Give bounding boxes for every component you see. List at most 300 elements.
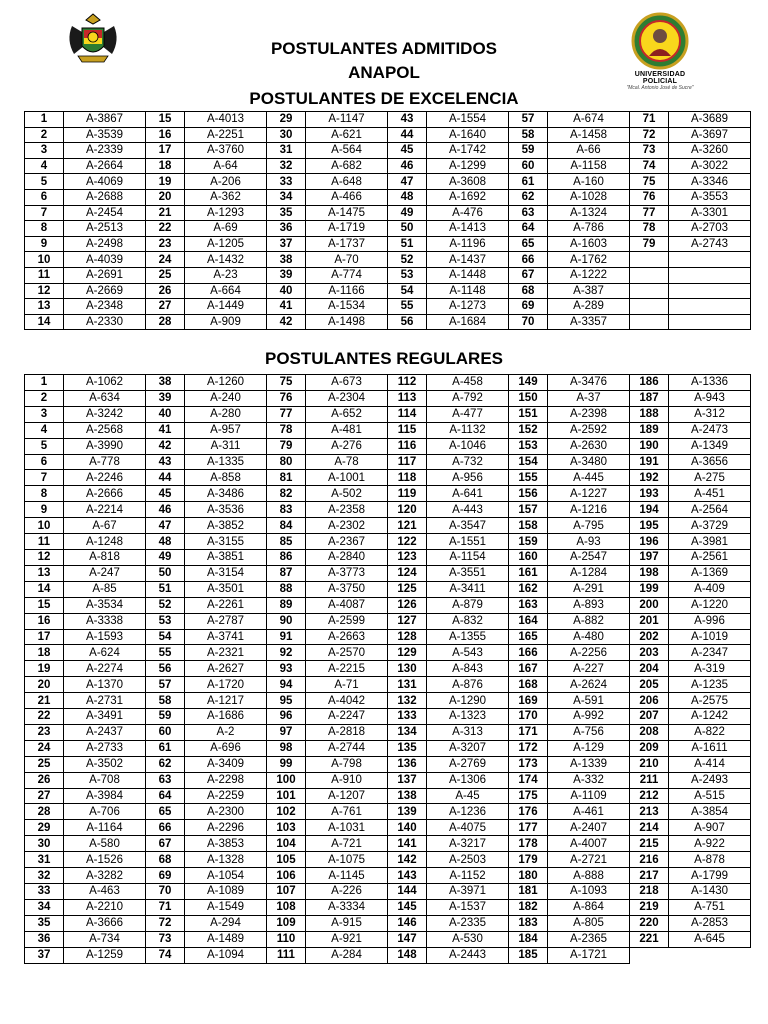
applicant-code: A-2733: [64, 740, 146, 756]
applicant-code: A-1328: [185, 852, 267, 868]
applicant-code: A-1449: [185, 299, 267, 315]
applicant-code: A-476: [427, 205, 509, 221]
table-row: [25, 581, 751, 597]
applicant-code: A-2347: [669, 645, 751, 661]
applicant-code: A-1720: [185, 677, 267, 693]
row-number: 48: [146, 534, 185, 550]
row-number: 210: [630, 756, 669, 772]
applicant-code: A-761: [306, 804, 388, 820]
row-number: 42: [267, 314, 306, 330]
university-name: UNIVERSIDAD POLICIAL: [634, 71, 686, 85]
applicant-code: A-3697: [669, 127, 751, 143]
applicant-code: A-3282: [64, 868, 146, 884]
row-number: 66: [146, 820, 185, 836]
row-number: 144: [388, 884, 427, 900]
applicant-code: A-2358: [306, 502, 388, 518]
applicant-code: A-443: [427, 502, 509, 518]
applicant-code: A-2703: [669, 221, 751, 237]
applicant-code: A-481: [306, 422, 388, 438]
university-logo: [624, 12, 696, 92]
row-number: 17: [146, 143, 185, 159]
applicant-code: A-463: [64, 884, 146, 900]
row-number: 70: [509, 314, 548, 330]
row-number: 2: [25, 390, 64, 406]
applicant-code: A-387: [548, 283, 630, 299]
table-row: [25, 314, 751, 330]
row-number: 55: [146, 645, 185, 661]
applicant-code: A-502: [306, 486, 388, 502]
row-number: 178: [509, 836, 548, 852]
row-number: 147: [388, 931, 427, 947]
applicant-code: A-1692: [427, 189, 509, 205]
table-row: [25, 438, 751, 454]
applicant-code: A-3338: [64, 613, 146, 629]
row-number: 101: [267, 788, 306, 804]
row-number: 11: [25, 267, 64, 283]
row-number: 124: [388, 565, 427, 581]
row-number: 58: [509, 127, 548, 143]
row-number: 136: [388, 756, 427, 772]
row-number: 35: [267, 205, 306, 221]
applicant-code: A-206: [185, 174, 267, 190]
row-number: 89: [267, 597, 306, 613]
applicant-code: A-3539: [64, 127, 146, 143]
applicant-code: A-1166: [306, 283, 388, 299]
row-number: 201: [630, 613, 669, 629]
row-number: 133: [388, 709, 427, 725]
applicant-code: A-276: [306, 438, 388, 454]
row-number: 34: [267, 189, 306, 205]
row-number: 122: [388, 534, 427, 550]
applicant-code: A-624: [64, 645, 146, 661]
applicant-code: A-247: [64, 565, 146, 581]
applicant-code: A-798: [306, 756, 388, 772]
applicant-code: A-818: [64, 549, 146, 565]
applicant-code: A-591: [548, 693, 630, 709]
row-number: 164: [509, 613, 548, 629]
empty-cell: [669, 299, 751, 315]
applicant-code: A-1551: [427, 534, 509, 550]
applicant-code: A-3217: [427, 836, 509, 852]
applicant-code: A-2259: [185, 788, 267, 804]
row-number: 4: [25, 158, 64, 174]
row-number: 70: [146, 884, 185, 900]
row-number: 146: [388, 915, 427, 931]
applicant-code: A-1324: [548, 205, 630, 221]
applicant-code: A-3502: [64, 756, 146, 772]
row-number: 38: [146, 375, 185, 391]
row-number: 37: [267, 236, 306, 252]
applicant-code: A-1432: [185, 252, 267, 268]
applicant-code: A-3155: [185, 534, 267, 550]
table-row: [25, 375, 751, 391]
table-row: [25, 422, 751, 438]
applicant-code: A-2335: [427, 915, 509, 931]
row-number: 186: [630, 375, 669, 391]
applicant-code: A-1093: [548, 884, 630, 900]
applicant-code: A-634: [64, 390, 146, 406]
row-number: 57: [509, 112, 548, 128]
row-number: 26: [25, 772, 64, 788]
row-number: 183: [509, 915, 548, 931]
applicant-code: A-64: [185, 158, 267, 174]
row-number: 100: [267, 772, 306, 788]
row-number: 47: [146, 518, 185, 534]
row-number: 59: [509, 143, 548, 159]
row-number: 155: [509, 470, 548, 486]
row-number: 16: [146, 127, 185, 143]
row-number: 193: [630, 486, 669, 502]
row-number: 6: [25, 189, 64, 205]
row-number: 191: [630, 454, 669, 470]
row-number: 27: [25, 788, 64, 804]
applicant-code: A-3854: [669, 804, 751, 820]
row-number: 26: [146, 283, 185, 299]
applicant-code: A-1475: [306, 205, 388, 221]
applicant-code: A-3022: [669, 158, 751, 174]
row-number: 36: [25, 931, 64, 947]
row-number: 33: [25, 884, 64, 900]
applicant-code: A-66: [548, 143, 630, 159]
excellence-table: [24, 111, 751, 330]
row-number: 74: [630, 158, 669, 174]
row-number: 131: [388, 677, 427, 693]
row-number: 49: [388, 205, 427, 221]
applicant-code: A-888: [548, 868, 630, 884]
table-row: [25, 645, 751, 661]
row-number: 134: [388, 724, 427, 740]
row-number: 68: [509, 283, 548, 299]
row-number: 1: [25, 375, 64, 391]
applicant-code: A-2274: [64, 661, 146, 677]
table-row: [25, 518, 751, 534]
applicant-code: A-943: [669, 390, 751, 406]
applicant-code: A-3334: [306, 899, 388, 915]
row-number: 103: [267, 820, 306, 836]
row-number: 209: [630, 740, 669, 756]
row-number: 139: [388, 804, 427, 820]
applicant-code: A-3480: [548, 454, 630, 470]
table-row: [25, 470, 751, 486]
applicant-code: A-1593: [64, 629, 146, 645]
row-number: 32: [25, 868, 64, 884]
applicant-code: A-3501: [185, 581, 267, 597]
applicant-code: A-67: [64, 518, 146, 534]
applicant-code: A-1075: [306, 852, 388, 868]
row-number: 215: [630, 836, 669, 852]
applicant-code: A-2818: [306, 724, 388, 740]
applicant-code: A-313: [427, 724, 509, 740]
applicant-code: A-2304: [306, 390, 388, 406]
table-row: [25, 205, 751, 221]
table-row: [25, 931, 751, 947]
empty-cell: [630, 283, 669, 299]
row-number: 123: [388, 549, 427, 565]
applicant-code: A-70: [306, 252, 388, 268]
applicant-code: A-1293: [185, 205, 267, 221]
applicant-code: A-1323: [427, 709, 509, 725]
applicant-code: A-795: [548, 518, 630, 534]
row-number: 143: [388, 868, 427, 884]
table-row: [25, 406, 751, 422]
applicant-code: A-294: [185, 915, 267, 931]
applicant-code: A-311: [185, 438, 267, 454]
applicant-code: A-1164: [64, 820, 146, 836]
row-number: 77: [267, 406, 306, 422]
applicant-code: A-786: [548, 221, 630, 237]
row-number: 29: [25, 820, 64, 836]
applicant-code: A-1109: [548, 788, 630, 804]
table-row: [25, 629, 751, 645]
row-number: 93: [267, 661, 306, 677]
row-number: 35: [25, 915, 64, 931]
applicant-code: A-2787: [185, 613, 267, 629]
row-number: 14: [25, 581, 64, 597]
applicant-code: A-1448: [427, 267, 509, 283]
applicant-code: A-227: [548, 661, 630, 677]
applicant-code: A-621: [306, 127, 388, 143]
applicant-code: A-956: [427, 470, 509, 486]
applicant-code: A-93: [548, 534, 630, 550]
row-number: 83: [267, 502, 306, 518]
row-number: 91: [267, 629, 306, 645]
row-number: 197: [630, 549, 669, 565]
row-number: 55: [388, 299, 427, 315]
empty-cell: [630, 947, 669, 963]
applicant-code: A-2296: [185, 820, 267, 836]
page-title: POSTULANTES ADMITIDOS: [270, 39, 498, 58]
table-row: [25, 127, 751, 143]
applicant-code: A-3553: [669, 189, 751, 205]
row-number: 116: [388, 438, 427, 454]
applicant-code: A-1158: [548, 158, 630, 174]
applicant-code: A-756: [548, 724, 630, 740]
applicant-code: A-3729: [669, 518, 751, 534]
row-number: 44: [388, 127, 427, 143]
row-number: 30: [25, 836, 64, 852]
row-number: 28: [25, 804, 64, 820]
row-number: 176: [509, 804, 548, 820]
row-number: 169: [509, 693, 548, 709]
row-number: 121: [388, 518, 427, 534]
applicant-code: A-3981: [669, 534, 751, 550]
row-number: 38: [267, 252, 306, 268]
row-number: 73: [146, 931, 185, 947]
row-number: 140: [388, 820, 427, 836]
applicant-code: A-4087: [306, 597, 388, 613]
applicant-code: A-284: [306, 947, 388, 963]
applicant-code: A-2664: [64, 158, 146, 174]
applicant-code: A-3411: [427, 581, 509, 597]
applicant-code: A-4075: [427, 820, 509, 836]
applicant-code: A-3750: [306, 581, 388, 597]
row-number: 62: [146, 756, 185, 772]
applicant-code: A-129: [548, 740, 630, 756]
applicant-code: A-3536: [185, 502, 267, 518]
applicant-code: A-564: [306, 143, 388, 159]
row-number: 167: [509, 661, 548, 677]
applicant-code: A-1216: [548, 502, 630, 518]
row-number: 192: [630, 470, 669, 486]
applicant-code: A-1339: [548, 756, 630, 772]
applicant-code: A-882: [548, 613, 630, 629]
row-number: 8: [25, 486, 64, 502]
row-number: 22: [146, 221, 185, 237]
applicant-code: A-1273: [427, 299, 509, 315]
applicant-code: A-706: [64, 804, 146, 820]
row-number: 61: [146, 740, 185, 756]
table-row: [25, 899, 751, 915]
applicant-code: A-1799: [669, 868, 751, 884]
applicant-code: A-3301: [669, 205, 751, 221]
university-motto: "Mcal. Antonio José de Sucre": [626, 85, 694, 91]
row-number: 189: [630, 422, 669, 438]
row-number: 107: [267, 884, 306, 900]
applicant-code: A-2743: [669, 236, 751, 252]
applicant-code: A-1762: [548, 252, 630, 268]
row-number: 149: [509, 375, 548, 391]
row-number: 2: [25, 127, 64, 143]
row-number: 4: [25, 422, 64, 438]
applicant-code: A-2407: [548, 820, 630, 836]
empty-cell: [630, 267, 669, 283]
applicant-code: A-2769: [427, 756, 509, 772]
applicant-code: A-2570: [306, 645, 388, 661]
row-number: 45: [388, 143, 427, 159]
applicant-code: A-1537: [427, 899, 509, 915]
row-number: 14: [25, 314, 64, 330]
row-number: 217: [630, 868, 669, 884]
applicant-code: A-1148: [427, 283, 509, 299]
row-number: 12: [25, 549, 64, 565]
applicant-code: A-2731: [64, 693, 146, 709]
empty-cell: [630, 314, 669, 330]
applicant-code: A-2744: [306, 740, 388, 756]
applicant-code: A-1721: [548, 947, 630, 963]
row-number: 214: [630, 820, 669, 836]
applicant-code: A-289: [548, 299, 630, 315]
applicant-code: A-1526: [64, 852, 146, 868]
table-row: [25, 597, 751, 613]
empty-cell: [669, 252, 751, 268]
row-number: 31: [25, 852, 64, 868]
row-number: 128: [388, 629, 427, 645]
row-number: 63: [146, 772, 185, 788]
row-number: 212: [630, 788, 669, 804]
applicant-code: A-2493: [669, 772, 751, 788]
applicant-code: A-1089: [185, 884, 267, 900]
table-row: [25, 836, 751, 852]
applicant-code: A-3491: [64, 709, 146, 725]
applicant-code: A-878: [669, 852, 751, 868]
row-number: 200: [630, 597, 669, 613]
row-number: 22: [25, 709, 64, 725]
applicant-code: A-2721: [548, 852, 630, 868]
row-number: 184: [509, 931, 548, 947]
row-number: 30: [267, 127, 306, 143]
row-number: 58: [146, 693, 185, 709]
row-number: 7: [25, 205, 64, 221]
applicant-code: A-466: [306, 189, 388, 205]
applicant-code: A-1737: [306, 236, 388, 252]
applicant-code: A-996: [669, 613, 751, 629]
row-number: 63: [509, 205, 548, 221]
applicant-code: A-2348: [64, 299, 146, 315]
applicant-code: A-907: [669, 820, 751, 836]
row-number: 208: [630, 724, 669, 740]
applicant-code: A-480: [548, 629, 630, 645]
row-number: 142: [388, 852, 427, 868]
applicant-code: A-1306: [427, 772, 509, 788]
applicant-code: A-751: [669, 899, 751, 915]
row-number: 148: [388, 947, 427, 963]
applicant-code: A-832: [427, 613, 509, 629]
row-number: 56: [146, 661, 185, 677]
applicant-code: A-3853: [185, 836, 267, 852]
row-number: 69: [146, 868, 185, 884]
applicant-code: A-879: [427, 597, 509, 613]
applicant-code: A-37: [548, 390, 630, 406]
applicant-code: A-1284: [548, 565, 630, 581]
row-number: 195: [630, 518, 669, 534]
applicant-code: A-1236: [427, 804, 509, 820]
row-number: 81: [267, 470, 306, 486]
applicant-code: A-721: [306, 836, 388, 852]
applicant-code: A-1640: [427, 127, 509, 143]
applicant-code: A-1498: [306, 314, 388, 330]
row-number: 207: [630, 709, 669, 725]
row-number: 174: [509, 772, 548, 788]
row-number: 138: [388, 788, 427, 804]
row-number: 117: [388, 454, 427, 470]
row-number: 137: [388, 772, 427, 788]
row-number: 204: [630, 661, 669, 677]
applicant-code: A-2592: [548, 422, 630, 438]
row-number: 127: [388, 613, 427, 629]
applicant-code: A-312: [669, 406, 751, 422]
row-number: 111: [267, 947, 306, 963]
table-row: [25, 236, 751, 252]
applicant-code: A-641: [427, 486, 509, 502]
applicant-code: A-1437: [427, 252, 509, 268]
table-row: [25, 868, 751, 884]
table-row: [25, 158, 751, 174]
row-number: 202: [630, 629, 669, 645]
applicant-code: A-461: [548, 804, 630, 820]
applicant-code: A-2630: [548, 438, 630, 454]
applicant-code: A-645: [669, 931, 751, 947]
applicant-code: A-909: [185, 314, 267, 330]
table-row: [25, 221, 751, 237]
applicant-code: A-4007: [548, 836, 630, 852]
row-number: 170: [509, 709, 548, 725]
applicant-code: A-1259: [64, 947, 146, 963]
applicant-code: A-1458: [548, 127, 630, 143]
applicant-code: A-1235: [669, 677, 751, 693]
row-number: 54: [146, 629, 185, 645]
row-number: 77: [630, 205, 669, 221]
row-number: 162: [509, 581, 548, 597]
applicant-code: A-1019: [669, 629, 751, 645]
applicant-code: A-2454: [64, 205, 146, 221]
applicant-code: A-1217: [185, 693, 267, 709]
applicant-code: A-2298: [185, 772, 267, 788]
applicant-code: A-843: [427, 661, 509, 677]
table-row: [25, 486, 751, 502]
row-number: 196: [630, 534, 669, 550]
row-number: 108: [267, 899, 306, 915]
row-number: 61: [509, 174, 548, 190]
